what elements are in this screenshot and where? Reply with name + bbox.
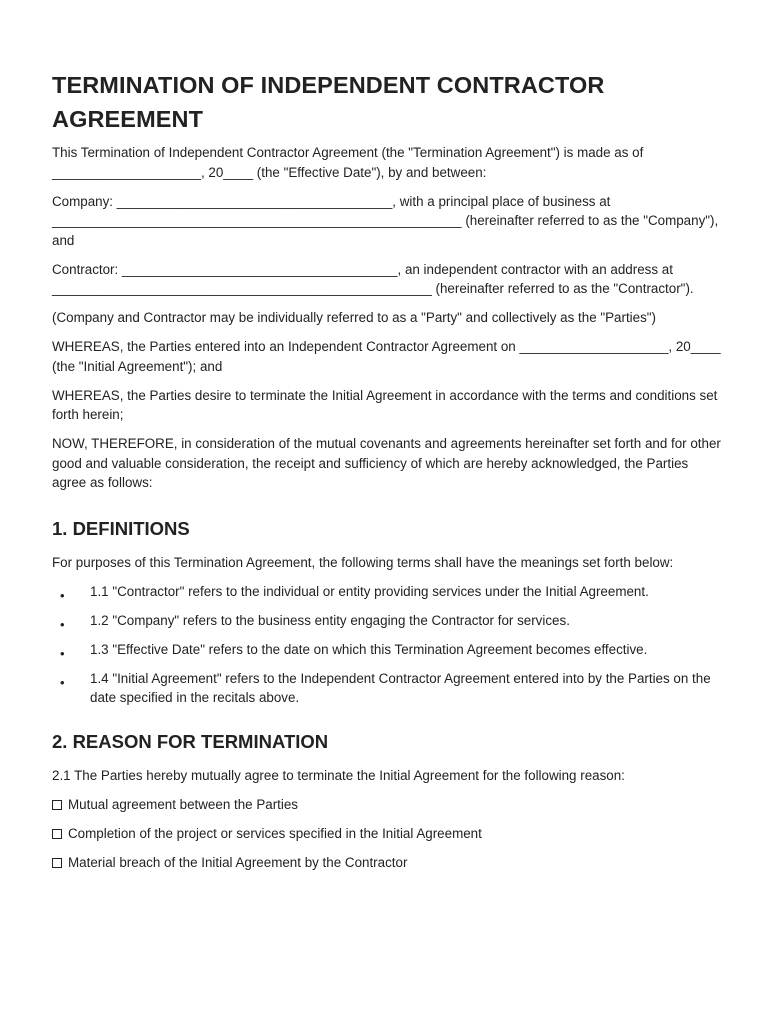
definitions-list xyxy=(52,582,724,708)
now-therefore-paragraph: NOW, THEREFORE, in consideration of the mutual covenants and agreements hereinafter set forth and for other good and valuable consideration, the receipt and sufficiency of which are hereby acknowledged, the Parties agree as follows: xyxy=(52,436,721,490)
document-page xyxy=(52,68,724,882)
checkbox-icon[interactable] xyxy=(52,858,62,868)
section-2-heading: 2. REASON FOR TERMINATION xyxy=(52,730,329,752)
list-item xyxy=(52,669,724,708)
bullet-icon: • xyxy=(60,616,65,632)
reason-option-label: Completion of the project or services specified in the Initial Agreement xyxy=(68,825,482,841)
reason-option-mutual[interactable] xyxy=(52,795,724,815)
reason-option-completion[interactable] xyxy=(52,824,724,844)
list-item xyxy=(52,611,724,631)
intro-paragraph: This Termination of Independent Contractor Agreement (the "Termination Agreement") is made as of ____________________, 20____ (the "Effective Date"), by and between: xyxy=(52,145,644,180)
document-title xyxy=(52,68,724,136)
section-1-intro: For purposes of this Termination Agreement, the following terms shall have the meanings set forth below: xyxy=(52,554,674,570)
checkbox-icon[interactable] xyxy=(52,800,62,810)
reason-option-label: Material breach of the Initial Agreement by the Contractor xyxy=(68,854,408,870)
reason-option-label: Mutual agreement between the Parties xyxy=(68,796,299,812)
list-item xyxy=(52,582,724,602)
list-item-text: 1.3 "Effective Date" refers to the date on which this Termination Agreement becomes effective. xyxy=(90,641,648,657)
whereas-paragraph-2: WHEREAS, the Parties desire to terminate the Initial Agreement in accordance with the terms and conditions set forth herein; xyxy=(52,387,718,422)
bullet-icon: • xyxy=(60,674,65,690)
list-item-text: 1.2 "Company" refers to the business entity engaging the Contractor for services. xyxy=(90,612,570,628)
bullet-icon: • xyxy=(60,645,65,661)
section-1-heading: 1. DEFINITIONS xyxy=(52,517,190,539)
contractor-paragraph: Contractor: _____________________________________, an independent contractor with an address at ___________________________________________________ (hereinafter referred to as the "Contractor"). xyxy=(52,261,694,296)
list-item-text: 1.4 "Initial Agreement" refers to the Independent Contractor Agreement entered into by the Parties on the date specified in the recitals above. xyxy=(90,670,711,705)
parties-paragraph: (Company and Contractor may be individually referred to as a "Party" and collectively as the "Parties") xyxy=(52,310,657,325)
title-line-2: AGREEMENT xyxy=(52,106,204,132)
company-paragraph: Company: _____________________________________, with a principal place of business at _______________________________________________________ (hereinafter referred to as the "Company"), and xyxy=(52,193,719,248)
list-item-text: 1.1 "Contractor" refers to the individual or entity providing services under the Initial Agreement. xyxy=(90,583,649,599)
checkbox-icon[interactable] xyxy=(52,829,62,839)
reason-option-breach[interactable] xyxy=(52,853,724,873)
whereas-paragraph-1: WHEREAS, the Parties entered into an Independent Contractor Agreement on ____________________, 20____ (the "Initial Agreement"); and xyxy=(52,339,721,374)
list-item xyxy=(52,640,724,660)
title-line-1: TERMINATION OF INDEPENDENT CONTRACTOR xyxy=(52,72,605,98)
section-2-intro: 2.1 The Parties hereby mutually agree to terminate the Initial Agreement for the following reason: xyxy=(52,767,625,783)
bullet-icon: • xyxy=(60,587,65,603)
